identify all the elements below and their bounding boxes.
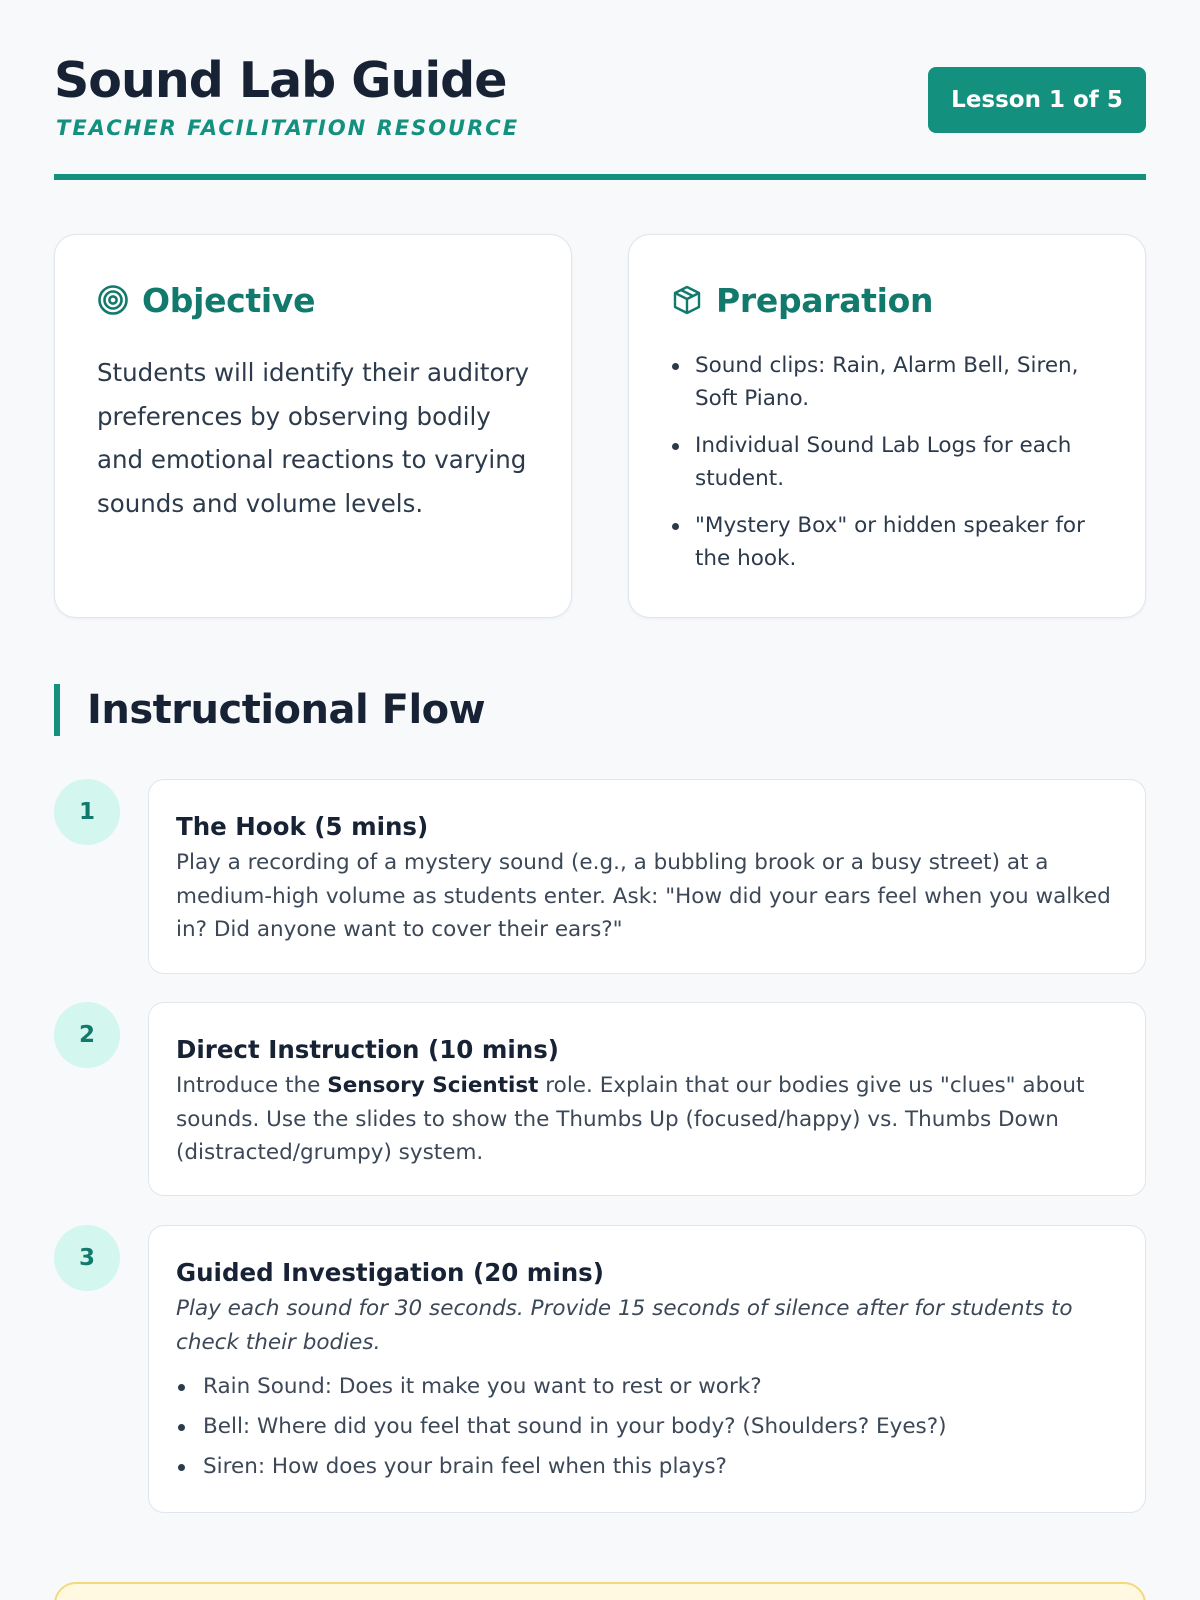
step-card	[148, 779, 1146, 974]
step-title: Guided Investigation (20 mins)	[176, 1258, 604, 1287]
step-title: Direct Instruction (10 mins)	[176, 1035, 559, 1064]
preparation-header	[671, 275, 1105, 325]
step-body: Play each sound for 30 seconds. Provide 15 seconds of silence after for students to check their bodies.	[176, 1296, 1073, 1355]
objective-header	[97, 275, 531, 325]
step-card	[148, 1002, 1146, 1196]
step-body: Play a recording of a mystery sound (e.g., a bubbling brook or a busy street) at a medium-high volume as students enter. Ask: "How did your ears feel when you walked in? Did anyone want to cover their ears?"	[176, 850, 1111, 942]
preparation-list	[671, 349, 1105, 575]
step-number: 2	[54, 1002, 120, 1068]
lesson-badge: Lesson 1 of 5	[928, 67, 1146, 133]
objective-text: Students will identify their auditory preferences by observing bodily and emotional reactions to varying sounds and volume levels.	[97, 358, 530, 518]
preparation-card	[628, 234, 1146, 618]
step-title: The Hook (5 mins)	[176, 812, 429, 841]
section-title: Instructional Flow	[87, 687, 486, 733]
step-body-intro: Introduce the	[176, 1073, 328, 1098]
section-accent-bar	[54, 684, 60, 736]
step-question-list	[176, 1367, 1119, 1487]
step-card	[148, 1225, 1146, 1513]
objective-card	[54, 234, 572, 618]
page-title: Sound Lab Guide	[54, 52, 507, 109]
page-subtitle: TEACHER FACILITATION RESOURCE	[56, 116, 520, 140]
step-body-rest: role. Explain that our bodies give us "clues" about sounds. Use the slides to show the Thumbs Up (focused/happy) vs. Thumbs Down (distracted/grumpy) system.	[176, 1073, 1085, 1165]
callout-box	[54, 1582, 1146, 1600]
list-item: Bell: Where did you feel that sound in your body? (Shoulders? Eyes?)	[176, 1407, 1119, 1447]
overview-cards	[54, 234, 1146, 618]
list-item: Individual Sound Lab Logs for each student.	[671, 429, 1105, 495]
list-item: Sound clips: Rain, Alarm Bell, Siren, Soft Piano.	[671, 349, 1105, 415]
objective-title: Objective	[142, 280, 316, 320]
list-item: Siren: How does your brain feel when this plays?	[176, 1447, 1119, 1487]
list-item: "Mystery Box" or hidden speaker for the hook.	[671, 509, 1105, 575]
instructional-flow-heading	[54, 683, 485, 737]
list-item: Rain Sound: Does it make you want to rest or work?	[176, 1367, 1119, 1407]
step-number: 3	[54, 1225, 120, 1291]
box-icon	[671, 284, 703, 316]
step-body	[176, 1069, 1119, 1170]
header	[54, 0, 1146, 182]
step-number: 1	[54, 779, 120, 845]
header-divider	[54, 174, 1146, 180]
target-icon	[97, 284, 129, 316]
step-body-emphasis: Sensory Scientist	[327, 1073, 539, 1098]
preparation-title: Preparation	[716, 280, 934, 320]
